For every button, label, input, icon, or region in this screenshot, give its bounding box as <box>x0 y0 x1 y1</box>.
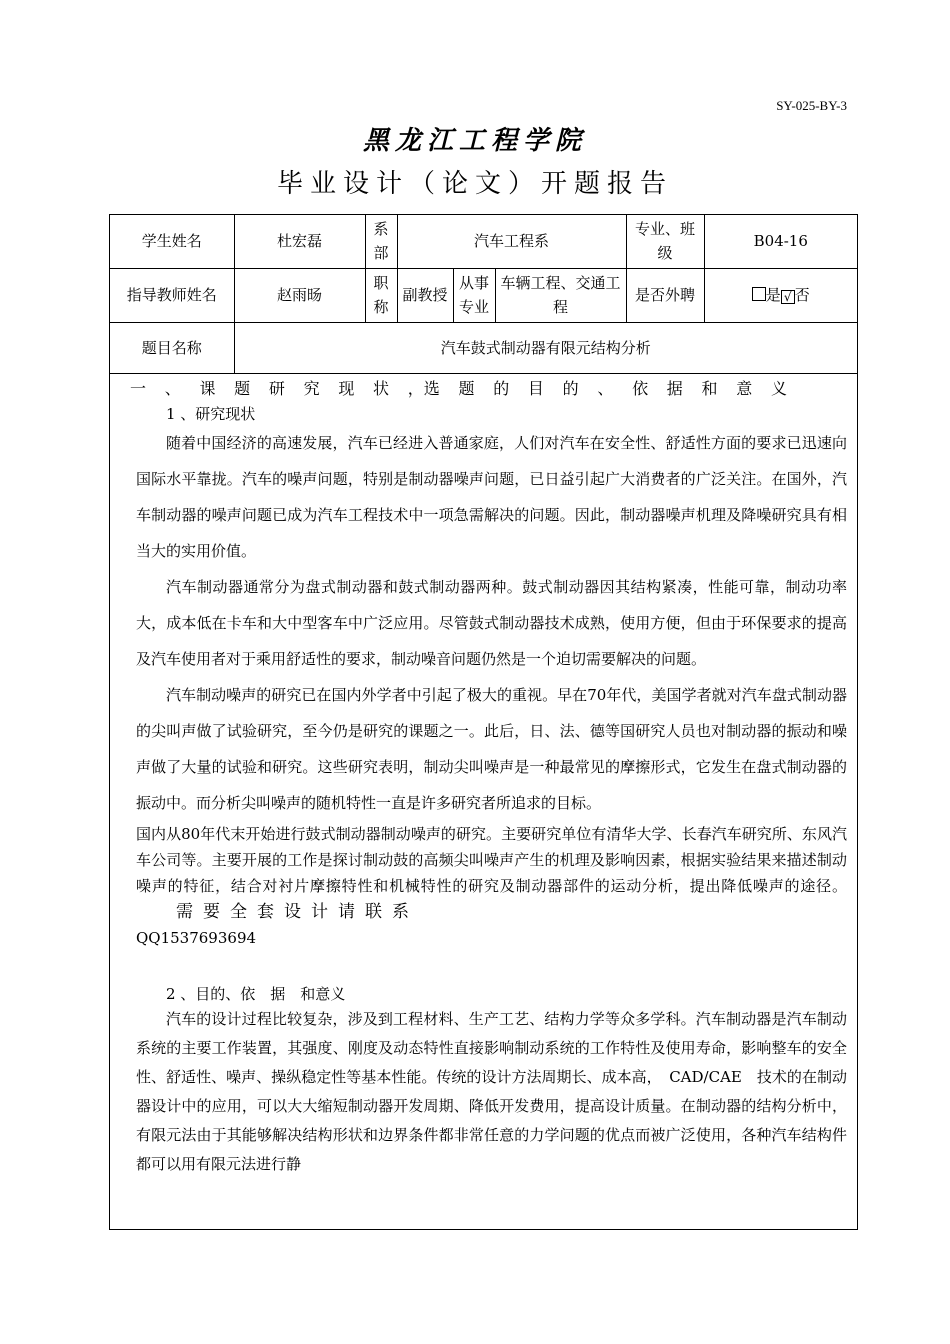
major-class-value: B04-16 <box>704 215 857 268</box>
paragraph-2: 汽车制动器通常分为盘式制动器和鼓式制动器两种。鼓式制动器因其结构紧凑，性能可靠，制动功率大，成本低在卡车和大中型客车中广泛应用。尽管鼓式制动器技术成熟，使用方便，但由于环保要求的提高及汽车使用者对于乘用舒适性的要求，制动噪音问题仍然是一个迫切需要解决的问题。 <box>136 577 847 668</box>
paragraph-1: 随着中国经济的高速发展，汽车已经进入普通家庭，人们对汽车在安全性、舒适性方面的要求已迅速向国际水平靠拢。汽车的噪声问题，特别是制动器噪声问题，已日益引起广大消费者的广泛关注。在国外，汽车制动器的噪声问题已成为汽车工程技术中一项急需解决的问题。因此，制动器噪声机理及降噪研究具有相当大的实用价值。 <box>136 433 847 560</box>
field-label: 从事专业 <box>453 268 495 322</box>
contact-note: 需要全套设计请联系 <box>176 901 419 922</box>
advisor-title-label: 职称 <box>365 268 397 322</box>
external-no-checkbox[interactable]: √ <box>781 290 795 304</box>
external-yes-checkbox[interactable] <box>752 287 766 301</box>
section-body <box>110 376 857 1179</box>
contact-qq: QQ1537693694 <box>136 928 257 947</box>
advisor-name-value: 赵雨旸 <box>234 268 365 322</box>
advisor-name-label: 指导教师姓名 <box>110 268 234 322</box>
document-code: SY-025-BY-3 <box>776 98 847 113</box>
student-name-value: 杜宏磊 <box>234 215 365 268</box>
external-yes-label: 是 <box>765 286 781 304</box>
subsection-research-status: 1 、研究现状 <box>166 404 256 423</box>
dept-label: 系部 <box>365 215 397 268</box>
major-class-label: 专业、班级 <box>626 215 704 268</box>
external-hire-choice <box>704 268 857 322</box>
section-1-heading: 一 、 课 题 研 究 现 状 ，选 题 的 目 的 、 依 据 和 意 义 <box>130 378 787 398</box>
paragraph-3: 汽车制动噪声的研究已在国内外学者中引起了极大的重视。早在70年代，美国学者就对汽车盘式制动器的尖叫声做了试验研究，至今仍是研究的课题之一。此后，日、法、德等国研究人员也对制动器的振动和噪声做了大量的试验和研究。这些研究表明，制动尖叫噪声是一种最常见的摩擦形式，它发生在盘式制动器的振动中。而分析尖叫噪声的随机特性一直是许多研究者所追求的目标。 <box>136 685 847 812</box>
field-value: 车辆工程、交通工程 <box>495 268 626 322</box>
paragraph-domestic: 国内从80年代末开始进行鼓式制动器制动噪声的研究。主要研究单位有清华大学、长春汽车研究所、东风汽车公司等。主要开展的工作是探讨制动鼓的高频尖叫噪声产生的机理及影响因素，根据实验结果来描述制动噪声的特征，结合对衬片摩擦特性和机械特性的研究及制动器部件的运动分析，提出降低噪声的途径。需要全套设计请联系 QQ1537693694 <box>136 824 847 947</box>
external-no-label: 否 <box>794 286 810 304</box>
dept-value: 汽车工程系 <box>397 215 626 268</box>
school-name-logo: 黑龙江工程学院 <box>362 126 587 156</box>
student-name-label: 学生姓名 <box>110 215 234 268</box>
report-form <box>109 214 858 1230</box>
subsection-purpose: 2 、目的、依 据 和意义 <box>166 984 346 1003</box>
info-table <box>110 215 857 374</box>
topic-label: 题目名称 <box>110 322 234 373</box>
topic-value: 汽车鼓式制动器有限元结构分析 <box>234 322 857 373</box>
external-hire-label: 是否外聘 <box>626 268 704 322</box>
advisor-title-value: 副教授 <box>397 268 453 322</box>
paragraph-purpose: 汽车的设计过程比较复杂，涉及到工程材料、生产工艺、结构力学等众多学科。汽车制动器是汽车制动系统的主要工作装置，其强度、刚度及动态特性直接影响制动系统的工作特性及使用寿命，影响整车的安全性、舒适性、噪声、操纵稳定性等基本性能。传统的设计方法周期长、成本高， CAD/CAE 技术的在制动器设计中的应用，可以大大缩短制动器开发周期、降低开发费用，提高设计质量。在制动器的结构分析中，有限元法由于其能够解决结构形状和边界条件都非常任意的力学问题的优点而被广泛使用，各种汽车结构件都可以用有限元法进行静 <box>136 1009 847 1173</box>
report-title: 毕业设计（论文）开题报告 <box>276 169 673 199</box>
